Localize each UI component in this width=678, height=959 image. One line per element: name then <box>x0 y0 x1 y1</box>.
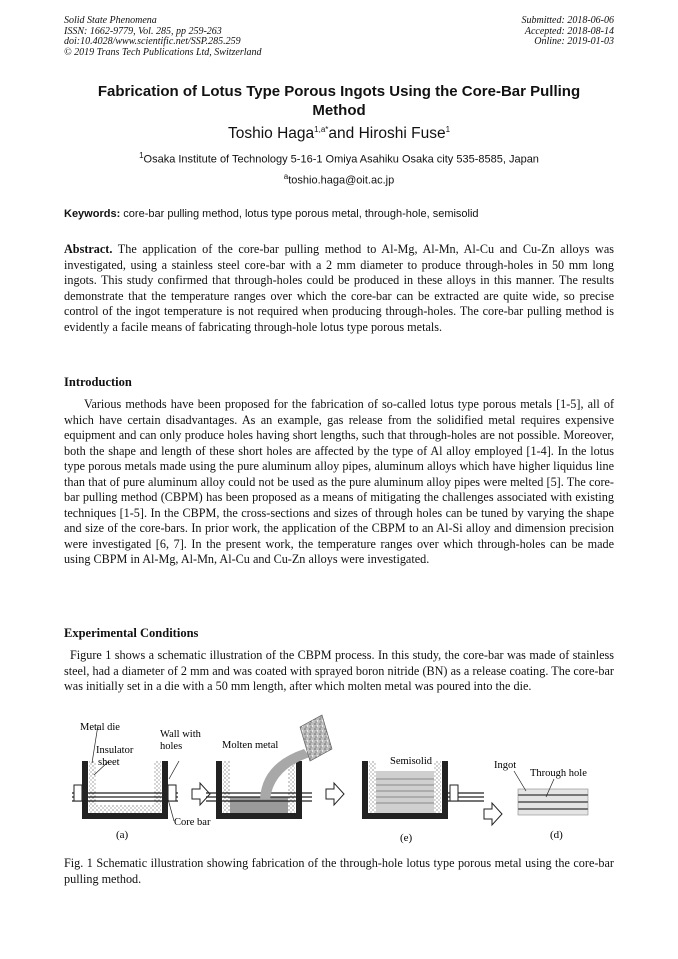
abstract <box>64 242 614 335</box>
process-arrow-3 <box>484 803 502 825</box>
introduction-heading: Introduction <box>64 375 132 389</box>
journal-name: Solid State Phenomena <box>64 15 157 26</box>
copyright-line: © 2019 Trans Tech Publications Ltd, Switzerland <box>64 46 262 58</box>
doi-line: doi:10.4028/www.scientific.net/SSP.285.259 <box>64 36 241 47</box>
author-2: Hiroshi Fuse <box>358 125 446 143</box>
figure-1-caption: Fig. 1 Schematic illustration showing fabrication of the through-hole lotus type porous metal using the core-bar pulling method. <box>64 856 614 886</box>
keywords-label: Keywords: <box>64 208 121 220</box>
label-core-bar: Core bar <box>174 817 211 828</box>
experimental-heading: Experimental Conditions <box>64 626 199 640</box>
label-semisolid: Semisolid <box>390 756 433 767</box>
email-sup: a <box>283 172 289 181</box>
panel-label-e: (e) <box>400 832 413 844</box>
experimental-text: Figure 1 shows a schematic illustration of the CBPM process. In this study, the core-bar was made of stainless steel, had a diameter of 2 mm and was coated with sprayed boron nitride (BN) as a release coating. The core-bar was initially set in a die with a 50 mm length, after which molten metal was poured into the die. <box>64 648 614 693</box>
panel-b-pouring <box>206 715 332 819</box>
author-line <box>0 125 678 143</box>
label-holes: holes <box>160 741 183 752</box>
panel-d-ingot <box>518 789 588 815</box>
author-1-sup: 1,a* <box>314 125 329 134</box>
abstract-label: Abstract. <box>64 242 113 256</box>
label-wall-with: Wall with <box>160 729 201 740</box>
dates-header <box>522 16 615 48</box>
author-joiner: and <box>328 125 359 143</box>
affiliation <box>0 151 678 166</box>
figure-1-schematic <box>64 713 614 851</box>
introduction-text: Various methods have been proposed for the fabrication of so-called lotus type porous metals [1-5], all of which have certain disadvantages. As an example, gas release from the solidified metal requires expensive equipment and can only produce holes having short lengths, such that through-holes are not possible. Moreover, both the shape and length of these short holes are affected by the type of Al alloy employed [1-4]. In the lotus type porous metals made using the pure aluminum alloy pipes, aluminum alloys which have higher liquidus line than that of pure aluminum alloy could not be used as the pure aluminum alloy pipes were melted [5]. The core-bar pulling method (CBPM) has been proposed as a means of mitigating the challenges associated with existing techniques [1-5]. In the CBPM, the cross-sections and sizes of through holes can be tuned by varying the shape and size of the core-bars. In prior work, the application of the CBPM to an Al-Si alloy and dimension precision were investigated [6, 7]. In the present work, the temperature ranges over which through-holes can be made using CBPM in Al-Mg, Al-Mn, Al-Cu and Cu-Zn alloys were investigated. <box>64 397 614 566</box>
email-link[interactable]: toshio.haga@oit.ac.jp <box>288 174 395 187</box>
panel-c-semisolid <box>362 761 484 819</box>
label-sheet: sheet <box>98 757 120 768</box>
issn-line: ISSN: 1662-9779, Vol. 285, pp 259-263 <box>64 25 222 37</box>
accepted-date: Accepted: 2018-08-14 <box>524 25 614 37</box>
affiliation-sup: 1 <box>139 151 144 160</box>
keywords-text: core-bar pulling method, lotus type porous metal, through-hole, semisolid <box>120 208 479 220</box>
panel-label-d: (d) <box>550 829 563 841</box>
email-line <box>0 172 678 187</box>
panel-a-die <box>72 761 178 819</box>
panel-label-a: (a) <box>116 829 129 841</box>
author-2-sup: 1 <box>445 125 451 134</box>
label-ingot: Ingot <box>494 760 517 771</box>
author-1: Toshio Haga <box>227 125 315 143</box>
submitted-date: Submitted: 2018-06-06 <box>521 15 614 26</box>
label-insulator: Insulator <box>96 745 134 756</box>
keywords <box>64 208 614 220</box>
abstract-text: The application of the core-bar pulling method to Al-Mg, Al-Mn, Al-Cu and Cu-Zn alloys was investigated, using a stainless steel core-bar with a 2 mm diameter to produce through-holes in 50 mm long ingots. This study confirmed that through-holes could be produced in these alloys in this manner. The results demonstrate that the temperature ranges over which the core-bar can be extracted are quite wide, so precise control of the ingot temperature is not required when producing through-holes. The core-bar pulling method is evidently a facile means of fabricating through-hole lotus type porous metals. <box>64 242 614 334</box>
affiliation-text: Osaka Institute of Technology 5-16-1 Omiya Asahiku Osaka city 535-8585, Japan <box>143 153 539 166</box>
label-metal-die: Metal die <box>80 722 120 733</box>
process-arrow-2 <box>326 783 344 805</box>
online-date: Online: 2019-01-03 <box>534 36 614 47</box>
journal-header <box>64 16 262 58</box>
label-molten-metal: Molten metal <box>222 740 279 751</box>
paper-title: Fabrication of Lotus Type Porous Ingots Using the Core-Bar Pulling Method <box>97 83 581 119</box>
process-arrow-1 <box>192 783 210 805</box>
label-through-hole: Through hole <box>530 768 587 779</box>
